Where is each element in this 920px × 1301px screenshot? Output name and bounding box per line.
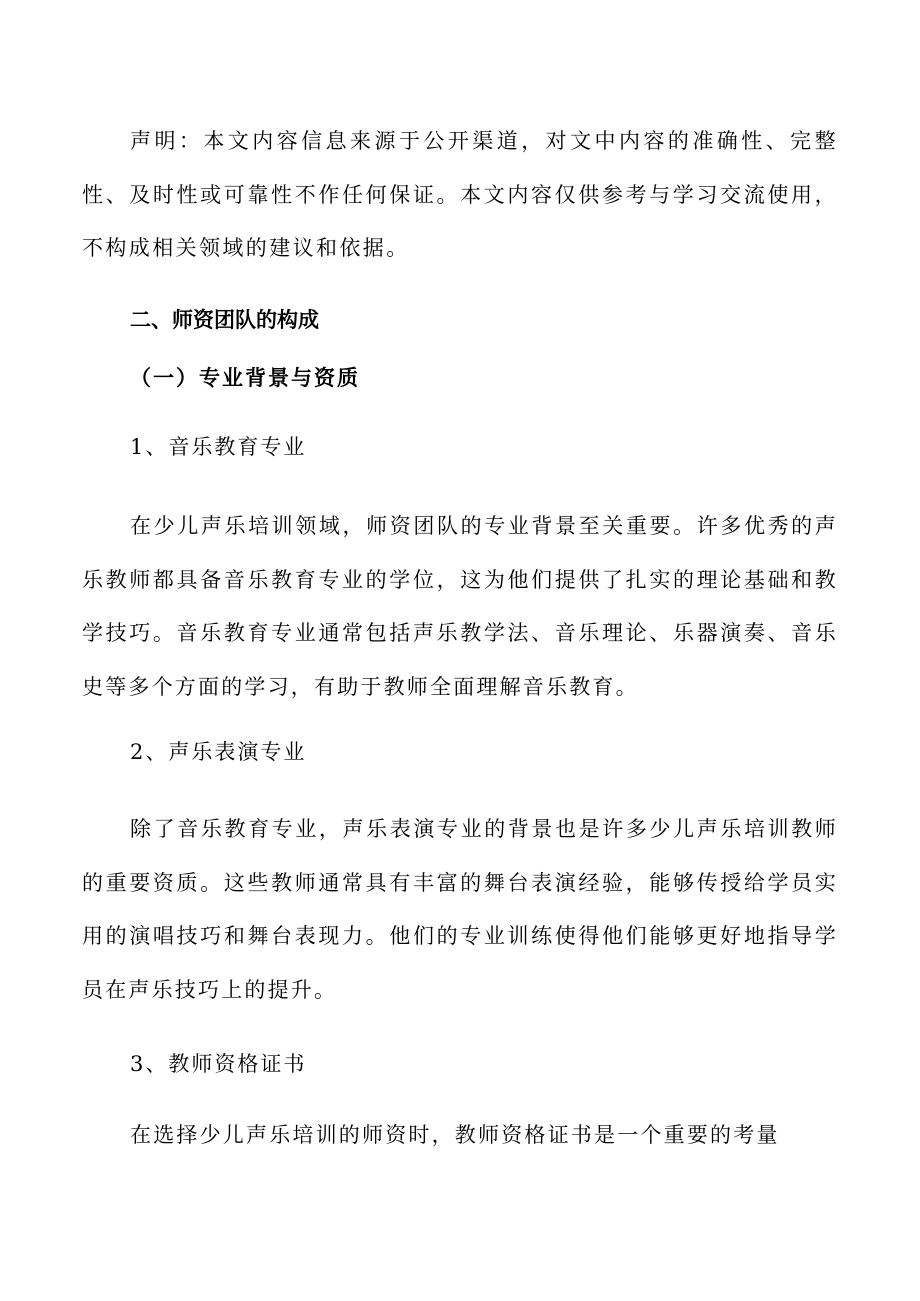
item-heading-music-education: 1、音乐教育专业 xyxy=(130,435,307,459)
sub-heading: （一）专业背景与资质 xyxy=(130,365,360,390)
section-heading: 二、师资团队的构成 xyxy=(130,308,319,332)
item-heading-teacher-certificate: 3、教师资格证书 xyxy=(130,1052,307,1076)
item-heading-vocal-performance: 2、声乐表演专业 xyxy=(130,740,307,764)
disclaimer-paragraph: 声明：本文内容信息来源于公开渠道，对文中内容的准确性、完整性、及时性或可靠性不作任何保证。本文内容仅供参考与学习交流使用，不构成相关领域的建议和依据。 xyxy=(82,129,838,260)
paragraph-music-education: 在少儿声乐培训领域，师资团队的专业背景至关重要。许多优秀的声乐教师都具备音乐教育专业的学位，这为他们提供了扎实的理论基础和教学技巧。音乐教育专业通常包括声乐教学法、音乐理论、乐器演奏、音乐史等多个方面的学习，有助于教师全面理解音乐教育。 xyxy=(82,514,838,699)
paragraph-vocal-performance: 除了音乐教育专业，声乐表演专业的背景也是许多少儿声乐培训教师的重要资质。这些教师通常具有丰富的舞台表演经验，能够传授给学员实用的演唱技巧和舞台表现力。他们的专业训练使得他们能够更好地指导学员在声乐技巧上的提升。 xyxy=(82,817,838,1002)
paragraph-teacher-certificate: 在选择少儿声乐培训的师资时，教师资格证书是一个重要的考量 xyxy=(130,1123,780,1147)
